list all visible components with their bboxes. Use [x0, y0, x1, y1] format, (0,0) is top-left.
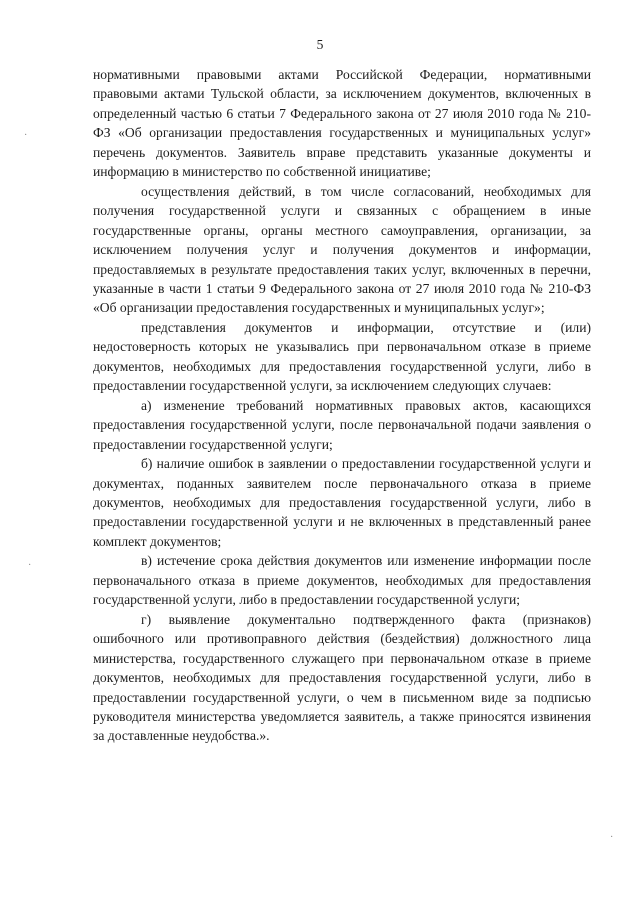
- scan-speck: ·: [610, 832, 614, 843]
- document-body: [93, 65, 591, 746]
- list-item-b: б) наличие ошибок в заявлении о предоставлении государственной услуги и документах, поданных заявителем после первоначального отказа в приеме документов, необходимых для предоставления государственной услуги, либо в предоставлении государственной услуги и не включенных в представленный ранее комплект документов;: [93, 456, 591, 549]
- paragraph-actions: осуществления действий, в том числе согласований, необходимых для получения государственной услуги и связанных с обращением в иные государственные органы, органы местного самоуправления, организации, за исключением получения услуг и получения документов и информации, предоставляемых в результате предоставления таких услуг, включенных в перечни, указанные в части 1 статьи 9 Федерального закона от 27 июля 2010 года № 210-ФЗ «Об организации предоставления государственных и муниципальных услуг»;: [93, 183, 591, 316]
- page-number: 5: [316, 37, 324, 52]
- paragraph-continuation: нормативными правовыми актами Российской Федерации, нормативными правовыми актами Тульской области, за исключением документов, включенных в определенный частью 6 статьи 7 Федерального закона от 27 июля 2010 года № 210-ФЗ «Об организации предоставления государственных и муниципальных услуг» перечень документов. Заявитель вправе представить указанные документы и информацию в министерство по собственной инициативе;: [93, 67, 591, 180]
- scan-speck: ·: [28, 560, 32, 571]
- list-item-d: г) выявление документально подтвержденного факта (признаков) ошибочного или противоправного действия (бездействия) должностного лица министерства, государственного служащего при первоначальном отказе в приеме документов, необходимых для предоставления государственной услуги, либо в предоставлении государственной услуги, о чем в письменном виде за подписью руководителя министерства уведомляется заявитель, а также приносятся извинения за доставленные неудобства.».: [93, 611, 591, 744]
- scan-speck: ·: [24, 130, 28, 141]
- paragraph-documents: представления документов и информации, отсутствие и (или) недостоверность которых не указывались при первоначальном отказе в приеме документов, необходимых для предоставления государственной услуги, либо в предоставлении государственной услуги, за исключением следующих случаев:: [93, 319, 591, 394]
- list-item-a: а) изменение требований нормативных правовых актов, касающихся предоставления государственной услуги, после первоначальной подачи заявления о предоставлении государственной услуги;: [93, 397, 591, 452]
- list-item-c: в) истечение срока действия документов или изменение информации после первоначального отказа в приеме документов, необходимых для предоставления государственной услуги, либо в предоставлении государственной услуги;: [93, 553, 591, 608]
